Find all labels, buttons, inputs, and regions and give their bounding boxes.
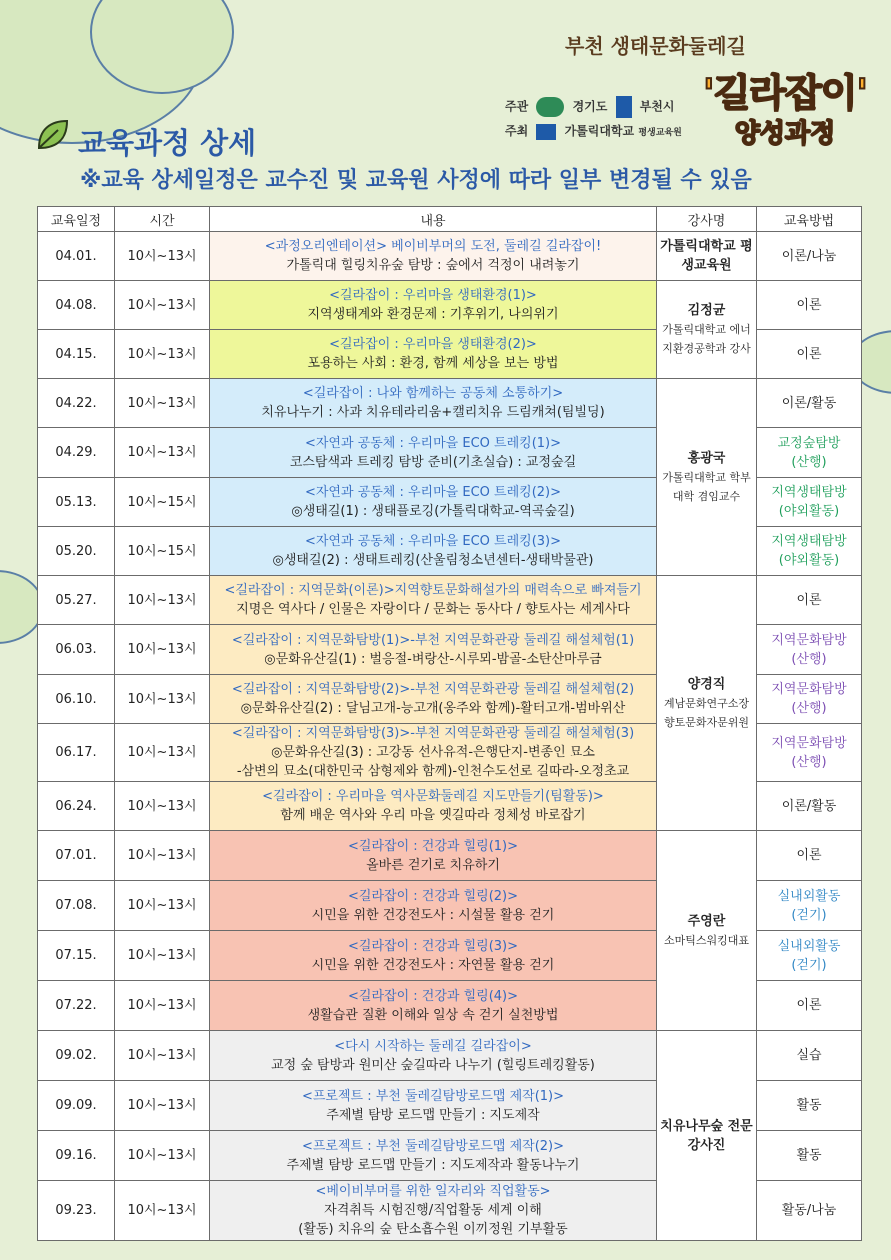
instructor-detail: 계남문화연구소장 향토문화자문위원 <box>663 696 749 729</box>
content-cell <box>210 931 657 981</box>
content-line: 함께 배운 역사와 우리 마을 옛길따라 정체성 바로잡기 <box>280 808 586 823</box>
date-cell: 06.10. <box>38 675 115 724</box>
header-instructor: 강사명 <box>657 207 757 232</box>
content-line: ◎문화유산길(1) : 벌응절-벼랑산-시루뫼-밤골-소탄산마루금 <box>264 651 602 667</box>
method-cell: 지역문화탐방 (산행) <box>757 724 862 782</box>
content-title: <길라잡이 : 건강과 힐링(2)> <box>348 888 518 904</box>
method-cell: 실내외활동 (걷기) <box>757 881 862 931</box>
instructor-name: 가톨릭대학교 평생교육원 <box>660 239 753 273</box>
date-cell: 06.17. <box>38 724 115 782</box>
method-cell: 지역생태탐방 (야외활동) <box>757 527 862 576</box>
content-title: <길라잡이 : 우리마을 역사문화둘레길 지도만들기(팀활동)> <box>262 789 604 804</box>
instructor-cell <box>657 576 757 831</box>
method-cell: 활동 <box>757 1081 862 1131</box>
content-line: ◎생태길(1) : 생태플로깅(가톨릭대학교-역곡숲길) <box>291 504 575 519</box>
method-cell: 실내외활동 (걷기) <box>757 931 862 981</box>
host-label: 주관 <box>505 99 529 114</box>
section-title: 교육과정 상세 <box>78 126 257 160</box>
table-row <box>38 379 862 428</box>
time-cell: 10시~13시 <box>115 281 210 330</box>
content-cell <box>210 478 657 527</box>
instructor-detail: 가톨릭대학교 학부대학 겸임교수 <box>662 470 751 503</box>
header-time: 시간 <box>115 207 210 232</box>
host-row <box>505 96 675 118</box>
time-cell: 10시~15시 <box>115 527 210 576</box>
time-cell: 10시~13시 <box>115 232 210 281</box>
table-row <box>38 831 862 881</box>
time-cell: 10시~13시 <box>115 1031 210 1081</box>
date-cell: 07.15. <box>38 931 115 981</box>
content-title: <길라잡이 : 지역문화탐방(3)>-부천 지역문화관광 둘레길 해설체험(3) <box>231 726 635 741</box>
instructor-name: 홍광국 <box>687 450 726 466</box>
content-cell <box>210 428 657 478</box>
content-line: 지역생태계와 환경문제 : 기후위기, 나의위기 <box>307 307 559 322</box>
content-line: 자격취득 시험진행/직업활동 세계 이해 <box>324 1203 542 1218</box>
content-title: <자연과 공동체 : 우리마을 ECO 트레킹(3)> <box>304 534 562 549</box>
content-line: ◎문화유산길(2) : 달님고개-능고개(옹주와 함께)-활터고개-범바위산 <box>240 701 626 716</box>
instructor-cell <box>657 1031 757 1241</box>
content-title: <다시 시작하는 둘레길 길라잡이> <box>334 1038 532 1054</box>
content-title: <베이비부머를 위한 일자리와 직업활동> <box>315 1184 551 1199</box>
content-cell <box>210 625 657 675</box>
instructor-detail: 가톨릭대학교 에너지환경공학과 강사 <box>662 323 751 355</box>
time-cell: 10시~13시 <box>115 428 210 478</box>
method-cell: 이론 <box>757 981 862 1031</box>
date-cell: 09.23. <box>38 1181 115 1241</box>
content-cell <box>210 379 657 428</box>
schedule-notice: ※교육 상세일정은 교수진 및 교육원 사정에 따라 일부 변경될 수 있음 <box>80 168 752 193</box>
instructor-cell <box>657 379 757 576</box>
date-cell: 06.03. <box>38 625 115 675</box>
bucheon-logo-icon <box>616 96 632 118</box>
method-cell: 이론 <box>757 330 862 379</box>
table-row <box>38 1031 862 1081</box>
content-cell <box>210 675 657 724</box>
time-cell: 10시~13시 <box>115 379 210 428</box>
time-cell: 10시~13시 <box>115 675 210 724</box>
content-cell <box>210 232 657 281</box>
time-cell: 10시~13시 <box>115 1181 210 1241</box>
content-line: ◎생태길(2) : 생태트레킹(산울림청소년센터-생태박물관) <box>272 553 594 568</box>
method-cell: 활동/나눔 <box>757 1181 862 1241</box>
gyeonggi-logo-icon <box>536 97 564 117</box>
date-cell: 04.29. <box>38 428 115 478</box>
brand-line2: 양성과정 <box>734 119 836 149</box>
date-cell: 07.22. <box>38 981 115 1031</box>
content-line: 지명은 역사다 / 인물은 자랑이다 / 문화는 동사다 / 향토사는 세계사다 <box>236 602 630 617</box>
table-row <box>38 576 862 625</box>
date-cell: 09.02. <box>38 1031 115 1081</box>
time-cell: 10시~13시 <box>115 1081 210 1131</box>
method-cell: 이론/나눔 <box>757 232 862 281</box>
time-cell: 10시~13시 <box>115 330 210 379</box>
content-cell <box>210 1031 657 1081</box>
content-line: 가톨릭대 힐링치유숲 탐방 : 숲에서 걱정이 내려놓기 <box>286 258 580 273</box>
date-cell: 09.16. <box>38 1131 115 1181</box>
instructor-name: 주영란 <box>687 913 726 929</box>
content-title: <프로젝트 : 부천 둘레길탐방로드맵 제작(2)> <box>301 1138 565 1154</box>
leaf-icon <box>36 118 70 152</box>
content-title: <길라잡이 : 지역문화(이론)>지역향토문화해설가의 매력속으로 빠져들기 <box>224 583 642 598</box>
content-line: (활동) 치유의 숲 탄소흡수원 이끼정원 기부활동 <box>298 1222 568 1237</box>
header-date: 교육일정 <box>38 207 115 232</box>
date-cell: 04.22. <box>38 379 115 428</box>
content-line: 생활습관 질환 이해와 일상 속 걷기 실천방법 <box>307 1007 559 1023</box>
method-cell: 이론/활동 <box>757 379 862 428</box>
host-org1: 경기도 <box>572 99 608 114</box>
content-cell <box>210 330 657 379</box>
content-cell <box>210 881 657 931</box>
time-cell: 10시~13시 <box>115 831 210 881</box>
date-cell: 04.15. <box>38 330 115 379</box>
organizer-row <box>505 122 682 140</box>
method-cell: 이론 <box>757 576 862 625</box>
content-title: <프로젝트 : 부천 둘레길탐방로드맵 제작(1)> <box>301 1088 565 1104</box>
time-cell: 10시~15시 <box>115 478 210 527</box>
organizer-sub: 평생교육원 <box>638 128 682 138</box>
method-cell: 이론/활동 <box>757 782 862 831</box>
content-line: -삼변의 묘소(대한민국 삼형제와 함께)-인천수도선로 길따라-오정초교 <box>236 764 630 779</box>
organizer-org: 가톨릭대학교 <box>564 124 635 138</box>
instructor-name: 김정균 <box>687 303 726 318</box>
method-cell: 이론 <box>757 831 862 881</box>
organizer-label: 주최 <box>505 124 529 138</box>
content-cell <box>210 1081 657 1131</box>
content-line: 치유나누기 : 사과 치유테라리움+캘리치유 드림캐쳐(팀빌딩) <box>261 405 605 420</box>
content-cell <box>210 1131 657 1181</box>
date-cell: 05.27. <box>38 576 115 625</box>
catholic-univ-logo-icon <box>536 124 556 140</box>
date-cell: 05.13. <box>38 478 115 527</box>
content-line: 시민을 위한 건강전도사 : 시설물 활용 걷기 <box>311 907 555 923</box>
time-cell: 10시~13시 <box>115 1131 210 1181</box>
date-cell: 04.01. <box>38 232 115 281</box>
instructor-cell <box>657 831 757 1031</box>
method-cell: 교정숲탐방 (산행) <box>757 428 862 478</box>
brand-line1: '길라잡이' <box>702 71 868 115</box>
program-brand-logo <box>700 62 870 150</box>
content-cell <box>210 831 657 881</box>
content-cell <box>210 981 657 1031</box>
header-content: 내용 <box>210 207 657 232</box>
method-cell: 실습 <box>757 1031 862 1081</box>
content-line: 주제별 탐방 로드맵 만들기 : 지도제작과 활동나누기 <box>286 1157 580 1173</box>
table-header-row <box>38 207 862 232</box>
method-cell: 활동 <box>757 1131 862 1181</box>
time-cell: 10시~13시 <box>115 782 210 831</box>
method-cell: 지역문화탐방 (산행) <box>757 625 862 675</box>
content-cell <box>210 782 657 831</box>
program-top-title: 부천 생태문화둘레길 <box>565 34 746 58</box>
content-line: ◎문화유산길(3) : 고강동 선사유적-은행단지-변종인 묘소 <box>271 745 595 760</box>
instructor-detail: 소마틱스워킹대표 <box>663 933 749 947</box>
time-cell: 10시~13시 <box>115 981 210 1031</box>
instructor-cell <box>657 281 757 379</box>
instructor-name: 양경직 <box>687 676 726 692</box>
instructor-cell <box>657 232 757 281</box>
time-cell: 10시~13시 <box>115 881 210 931</box>
header-method: 교육방법 <box>757 207 862 232</box>
content-title: <길라잡이 : 나와 함께하는 공동체 소통하기> <box>302 386 564 401</box>
table-row <box>38 281 862 330</box>
content-line: 교정 숲 탐방과 원미산 숲길따라 나누기 (힐링트레킹활동) <box>271 1057 595 1073</box>
content-title: <길라잡이 : 우리마을 생태환경(1)> <box>329 288 537 303</box>
content-title: <길라잡이 : 지역문화탐방(1)>-부천 지역문화관광 둘레길 해설체험(1) <box>231 632 635 648</box>
content-cell <box>210 527 657 576</box>
content-line: 포용하는 사회 : 환경, 함께 세상을 보는 방법 <box>307 356 559 371</box>
content-line: 시민을 위한 건강전도사 : 자연물 활용 걷기 <box>311 957 555 973</box>
time-cell: 10시~13시 <box>115 576 210 625</box>
method-cell: 지역생태탐방 (야외활동) <box>757 478 862 527</box>
time-cell: 10시~13시 <box>115 724 210 782</box>
content-title: <길라잡이 : 건강과 힐링(3)> <box>348 938 518 954</box>
content-title: <길라잡이 : 지역문화탐방(2)>-부천 지역문화관광 둘레길 해설체험(2) <box>231 682 635 697</box>
date-cell: 06.24. <box>38 782 115 831</box>
content-title: <길라잡이 : 건강과 힐링(4)> <box>348 988 518 1004</box>
content-cell <box>210 576 657 625</box>
schedule-table <box>37 206 862 1241</box>
time-cell: 10시~13시 <box>115 931 210 981</box>
table-row <box>38 232 862 281</box>
method-cell: 이론 <box>757 281 862 330</box>
method-cell: 지역문화탐방 (산행) <box>757 675 862 724</box>
content-title: <자연과 공동체 : 우리마을 ECO 트레킹(2)> <box>304 485 562 500</box>
date-cell: 07.01. <box>38 831 115 881</box>
date-cell: 07.08. <box>38 881 115 931</box>
date-cell: 09.09. <box>38 1081 115 1131</box>
content-line: 올바른 걷기로 치유하기 <box>366 857 500 873</box>
content-cell <box>210 1181 657 1241</box>
host-org2: 부천시 <box>639 99 675 114</box>
date-cell: 04.08. <box>38 281 115 330</box>
content-cell <box>210 281 657 330</box>
date-cell: 05.20. <box>38 527 115 576</box>
content-line: 주제별 탐방 로드맵 만들기 : 지도제작 <box>326 1107 540 1123</box>
content-title: <길라잡이 : 우리마을 생태환경(2)> <box>329 337 537 352</box>
content-title: <길라잡이 : 건강과 힐링(1)> <box>348 838 518 854</box>
content-title: <자연과 공동체 : 우리마을 ECO 트레킹(1)> <box>304 435 562 451</box>
content-line: 코스탐색과 트레킹 탐방 준비(기초실습) : 교정숲길 <box>289 454 577 470</box>
content-title: <과정오리엔테이션> 베이비부머의 도전, 둘레길 길라잡이! <box>264 239 602 254</box>
instructor-name: 치유나무숲 전문강사진 <box>660 1118 753 1153</box>
time-cell: 10시~13시 <box>115 625 210 675</box>
content-cell <box>210 724 657 782</box>
